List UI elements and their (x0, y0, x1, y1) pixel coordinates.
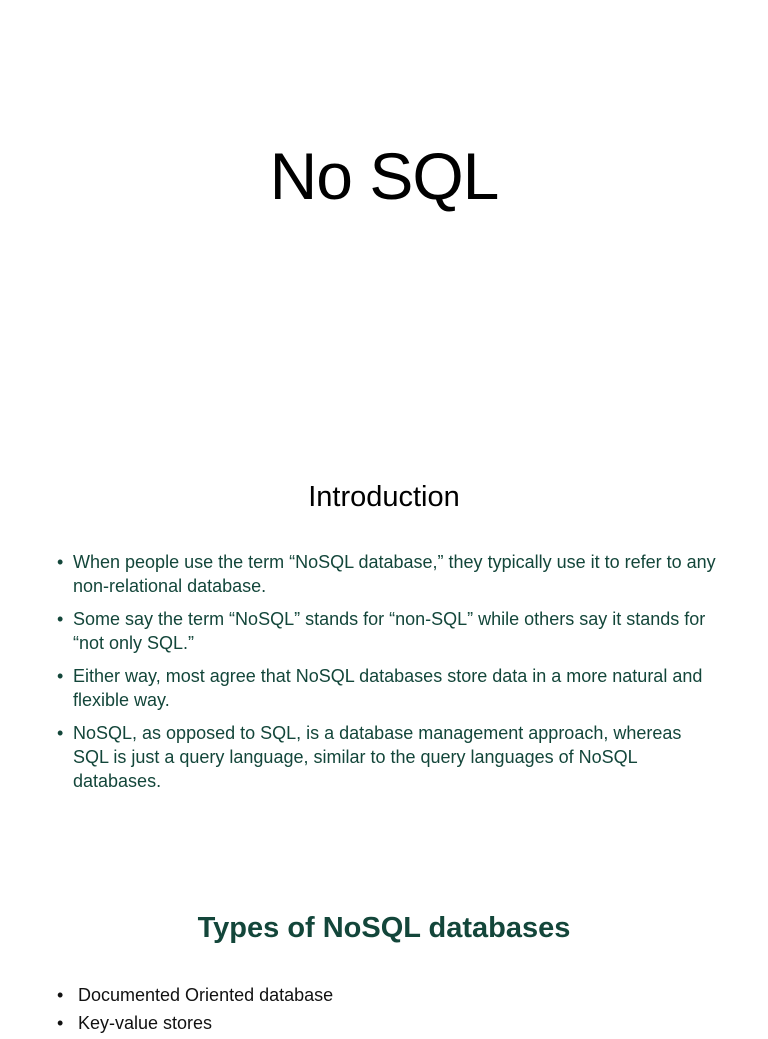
list-item (57, 550, 717, 598)
list-item (57, 664, 717, 712)
bullet-text: Some say the term “NoSQL” stands for “non-SQL” while others say it stands for “not only SQL.” (73, 609, 706, 653)
introduction-bullet-list (57, 550, 717, 802)
bullet-text: Either way, most agree that NoSQL databases store data in a more natural and flexible way. (73, 666, 703, 710)
bullet-dot-icon: • (57, 666, 64, 686)
bullet-dot-icon: • (57, 985, 64, 1005)
bullet-text: Documented Oriented database (78, 985, 334, 1005)
bullet-dot-icon: • (57, 723, 64, 743)
bullet-text: When people use the term “NoSQL database,” they typically use it to refer to any non-relational database. (73, 552, 716, 596)
bullet-text: Key-value stores (78, 1013, 213, 1033)
bullet-dot-icon: • (57, 552, 64, 572)
types-heading: Types of NoSQL databases (197, 912, 571, 944)
types-bullet-list (57, 983, 717, 1039)
title-slide (0, 0, 768, 440)
list-item (57, 607, 717, 655)
list-item (57, 1011, 717, 1035)
introduction-heading: Introduction (308, 481, 460, 513)
bullet-dot-icon: • (57, 1013, 64, 1033)
list-item (57, 721, 717, 793)
page-title: No SQL (269, 139, 499, 213)
bullet-dot-icon: • (57, 609, 64, 629)
list-item (57, 983, 717, 1007)
bullet-text: NoSQL, as opposed to SQL, is a database management approach, whereas SQL is just a query language, similar to the query languages of NoSQL databases. (73, 723, 682, 791)
